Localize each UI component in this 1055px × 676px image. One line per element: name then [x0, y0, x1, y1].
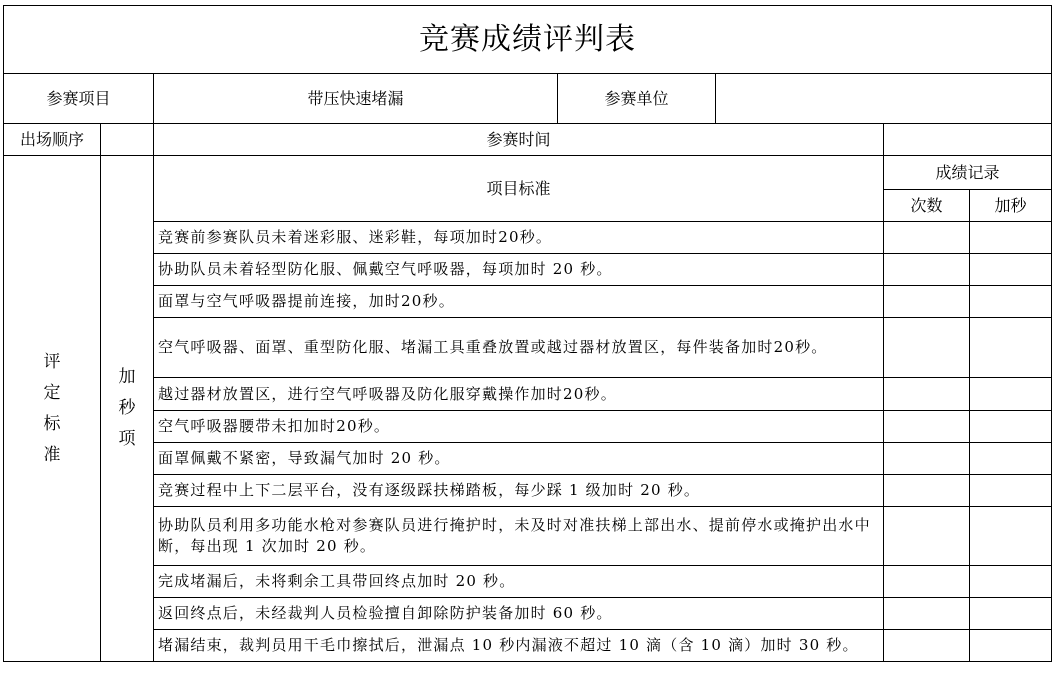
table-row — [4, 475, 1052, 507]
order-label: 出场顺序 — [4, 124, 101, 156]
time-value-field[interactable] — [884, 124, 1052, 156]
event-label: 参赛项目 — [4, 74, 154, 124]
criterion-text: 面罩佩戴不紧密，导致漏气加时 20 秒。 — [154, 443, 884, 475]
add-seconds-cell[interactable] — [970, 411, 1052, 443]
table-row — [4, 286, 1052, 318]
criteria-side-label — [4, 156, 101, 662]
criterion-text: 堵漏结束，裁判员用干毛巾擦拭后，泄漏点 10 秒内漏液不超过 10 滴（含 10 滴）加时 30 秒。 — [154, 630, 884, 662]
add-seconds-cell[interactable] — [970, 598, 1052, 630]
count-cell[interactable] — [884, 507, 970, 566]
criterion-text: 竞赛过程中上下二层平台，没有逐级踩扶梯踏板，每少踩 1 级加时 20 秒。 — [154, 475, 884, 507]
add-seconds-cell[interactable] — [970, 566, 1052, 598]
add-seconds-cell[interactable] — [970, 507, 1052, 566]
count-cell[interactable] — [884, 475, 970, 507]
count-cell[interactable] — [884, 286, 970, 318]
count-cell[interactable] — [884, 378, 970, 411]
count-cell[interactable] — [884, 630, 970, 662]
count-cell[interactable] — [884, 254, 970, 286]
criterion-text: 完成堵漏后，未将剩余工具带回终点加时 20 秒。 — [154, 566, 884, 598]
count-cell[interactable] — [884, 222, 970, 254]
event-value: 带压快速堵漏 — [154, 74, 558, 124]
table-row — [4, 630, 1052, 662]
unit-value-field[interactable] — [716, 74, 1052, 124]
standard-column-header: 项目标准 — [154, 156, 884, 222]
table-row — [4, 507, 1052, 566]
count-column-header: 次数 — [884, 190, 970, 222]
penalty-side-label — [101, 156, 154, 662]
score-sheet-table — [3, 5, 1052, 662]
add-seconds-cell[interactable] — [970, 630, 1052, 662]
criteria-char: 评 — [43, 351, 61, 372]
add-seconds-cell[interactable] — [970, 222, 1052, 254]
count-cell[interactable] — [884, 411, 970, 443]
criterion-text: 面罩与空气呼吸器提前连接，加时20秒。 — [154, 286, 884, 318]
add-seconds-cell[interactable] — [970, 254, 1052, 286]
criterion-text: 协助队员利用多功能水枪对参赛队员进行掩护时，未及时对准扶梯上部出水、提前停水或掩护出水中断，每出现 1 次加时 20 秒。 — [154, 507, 884, 566]
table-row — [4, 598, 1052, 630]
add-seconds-cell[interactable] — [970, 318, 1052, 378]
criterion-text: 协助队员未着轻型防化服、佩戴空气呼吸器，每项加时 20 秒。 — [154, 254, 884, 286]
count-cell[interactable] — [884, 443, 970, 475]
count-cell[interactable] — [884, 566, 970, 598]
time-label: 参赛时间 — [154, 124, 884, 156]
criteria-char: 定 — [43, 382, 61, 403]
table-row — [4, 222, 1052, 254]
count-cell[interactable] — [884, 598, 970, 630]
criterion-text: 返回终点后，未经裁判人员检验擅自卸除防护装备加时 60 秒。 — [154, 598, 884, 630]
criterion-text: 竞赛前参赛队员未着迷彩服、迷彩鞋，每项加时20秒。 — [154, 222, 884, 254]
table-row — [4, 378, 1052, 411]
add-seconds-cell[interactable] — [970, 378, 1052, 411]
table-row — [4, 318, 1052, 378]
count-cell[interactable] — [884, 318, 970, 378]
add-seconds-cell[interactable] — [970, 475, 1052, 507]
criterion-text: 越过器材放置区，进行空气呼吸器及防化服穿戴操作加时20秒。 — [154, 378, 884, 411]
criterion-text: 空气呼吸器、面罩、重型防化服、堵漏工具重叠放置或越过器材放置区，每件装备加时20秒。 — [154, 318, 884, 378]
order-value-field[interactable] — [101, 124, 154, 156]
criteria-char: 标 — [43, 413, 61, 434]
record-column-header: 成绩记录 — [884, 156, 1052, 190]
page-title: 竞赛成绩评判表 — [4, 6, 1052, 74]
criterion-text: 空气呼吸器腰带未扣加时20秒。 — [154, 411, 884, 443]
penalty-char: 秒 — [118, 398, 136, 418]
criteria-char: 准 — [43, 444, 61, 465]
table-row — [4, 566, 1052, 598]
add-seconds-cell[interactable] — [970, 443, 1052, 475]
add-seconds-cell[interactable] — [970, 286, 1052, 318]
penalty-char: 项 — [118, 429, 136, 449]
table-row — [4, 254, 1052, 286]
penalty-char: 加 — [118, 367, 136, 387]
unit-label: 参赛单位 — [558, 74, 716, 124]
table-row — [4, 443, 1052, 475]
add-seconds-column-header: 加秒 — [970, 190, 1052, 222]
table-row — [4, 411, 1052, 443]
